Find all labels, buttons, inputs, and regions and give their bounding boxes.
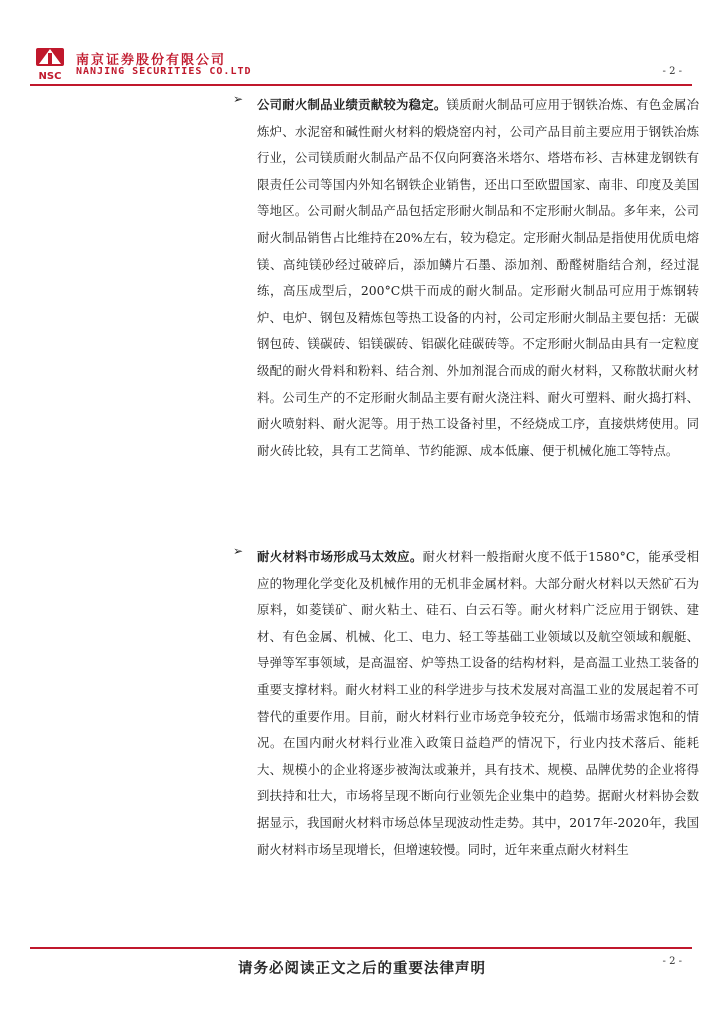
arrow-bullet-icon: ➢ <box>233 544 244 558</box>
legal-disclaimer: 请务必阅读正文之后的重要法律声明 <box>238 961 486 977</box>
company-name-cn: 南京证券股份有限公司 <box>76 53 227 68</box>
section-title: 公司耐火制品业绩贡献较为稳定。 <box>257 97 447 112</box>
section-body: 镁质耐火制品可应用于钢铁冶炼、有色金属冶炼炉、水泥窑和碱性耐火材料的煅烧窑内衬，公司产品目前主要应用于钢铁冶炼行业，公司镁质耐火制品产品不仅向阿赛洛米塔尔、塔塔布衫、吉林建龙钢铁有限责任公司等国内外知名钢铁企业销售，还出口至欧盟国家、南非、印度及美国等地区。公司耐火制品产品包括定形耐火制品和不定形耐火制品。多年来，公司耐火制品销售占比维持在20%左右，较为稳定。定形耐火制品是指使用优质电熔镁、高纯镁砂经过破碎后，添加鳞片石墨、添加剂、酚醛树脂结合剂，经过混练，高压成型后，200°C烘干而成的耐火制品。定形耐火制品可应用于炼钢转炉、电炉、钢包及精炼包等热工设备的内衬，公司定形耐火制品主要包括：无碳钢包砖、镁碳砖、铝镁碳砖、铝碳化硅碳砖等。不定形耐火制品由具有一定粒度级配的耐火骨料和粉料、结合剂、外加剂混合而成的耐火材料，又称散状耐火材料。公司生产的不定形耐火制品主要有耐火浇注料、耐火可塑料、耐火捣打料、耐火喷射料、耐火泥等。用于热工设备衬里，不经烧成工序，直接烘烤使用。同耐火砖比较，具有工艺简单、节约能源、成本低廉、便于机械化施工等特点。 <box>257 97 700 458</box>
page-number-bottom: - 2 - <box>662 956 682 967</box>
footer-divider <box>30 947 692 949</box>
section-title: 耐火材料市场形成马太效应。 <box>257 549 423 564</box>
section-market-matthew-effect <box>233 544 699 863</box>
header-divider <box>30 84 692 86</box>
section-refractory-products <box>233 92 700 464</box>
section-body: 耐火材料一般指耐火度不低于1580°C，能承受相应的物理化学变化及机械作用的无机非金属材料。大部分耐火材料以天然矿石为原料，如菱镁矿、耐火粘土、硅石、白云石等。耐火材料广泛应用于钢铁、建材、有色金属、机械、化工、电力、轻工等基础工业领域以及航空领域和舰艇、导弹等军事领域，是高温窑、炉等热工设备的结构材料，是高温工业热工装备的重要支撑材料。耐火材料工业的科学进步与技术发展对高温工业的发展起着不可替代的重要作用。目前，耐火材料行业市场竞争较充分，低端市场需求饱和的情况。在国内耐火材料行业准入政策日益趋严的情况下，行业内技术落后、能耗大、规模小的企业将逐步被淘汰或兼并，具有技术、规模、品牌优势的企业将得到扶持和壮大，市场将呈现不断向行业领先企业集中的趋势。据耐火材料协会数据显示，我国耐火材料市场总体呈现波动性走势。其中，2017年-2020年，我国耐火材料市场呈现增长，但增速较慢。同时，近年来重点耐火材料生 <box>257 549 699 857</box>
section-paragraph <box>257 92 699 464</box>
nsc-logo <box>30 44 70 84</box>
page-number-top: - 2 - <box>662 66 682 77</box>
arrow-bullet-icon: ➢ <box>233 92 244 106</box>
logo-text: NSC <box>38 71 62 82</box>
company-name-en: NANJING SECURITIES CO.LTD <box>76 66 252 77</box>
section-paragraph <box>257 544 699 863</box>
